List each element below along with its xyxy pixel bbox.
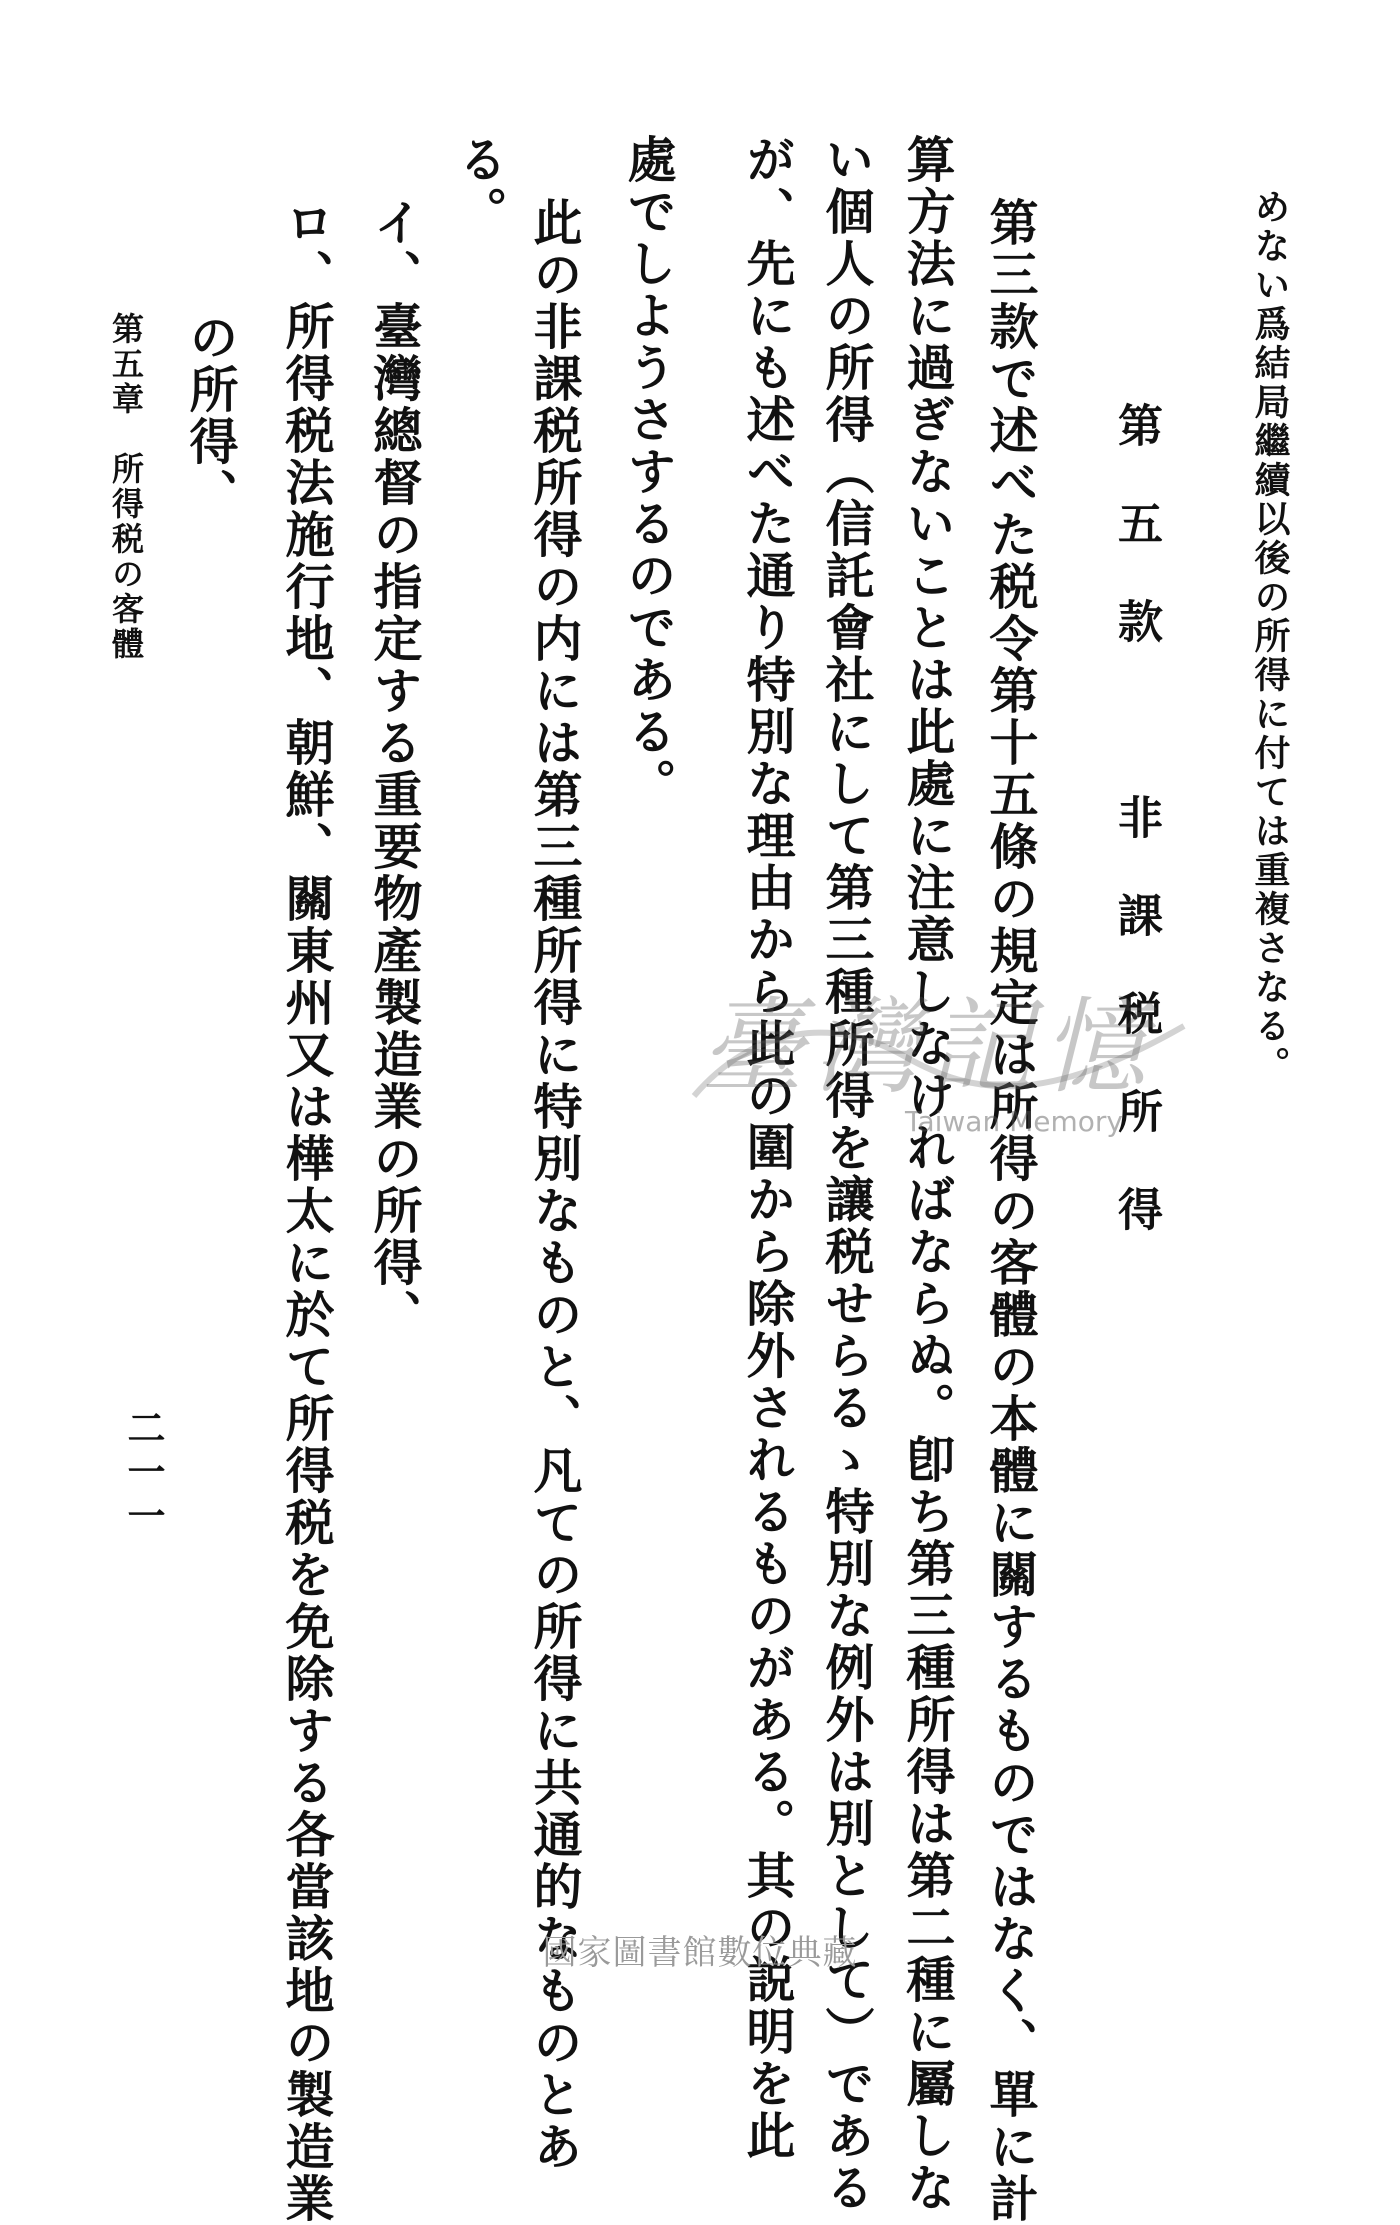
paragraph-line-6: 此の非課税所得の内には第三種所得に特別なものと、凡ての所得に共通的なものとあ <box>526 197 584 2173</box>
library-watermark: 國家圖書館數位典藏 <box>542 1933 858 1973</box>
list-item-ro: ロ、所得税法施行地、朝鮮、關東州又は樺太に於て所得税を免除する各當該地の製造業 <box>278 197 336 2225</box>
paragraph-line-2: 算方法に過ぎないことは此處に注意しなければならぬ。卽ち第三種所得は第二種に屬しな <box>899 134 957 2214</box>
paragraph-line-4: が、先にも述べた通り特別な理由から此の圍から除外されるものがある。其の説明を此 <box>739 134 797 2162</box>
running-footer-chapter: 第五章 所得税の客體 <box>107 312 145 662</box>
section-heading: 第五款 非課税所得 <box>1110 402 1163 1284</box>
continuation-line: めない爲結局繼續以後の所得に付ては重複さなる。 <box>1249 188 1291 1085</box>
page-number: 二一一 <box>121 1408 166 1540</box>
watermark-chinese: 臺灣記憶 <box>700 986 1157 1108</box>
list-item-i: イ、臺灣總督の指定する重要物產製造業の所得、 <box>366 197 424 1341</box>
paragraph-line-5: 處でしようさするのである。 <box>620 134 678 810</box>
paragraph-line-1: 第三款で述べた税令第十五條の規定は所得の客體の本體に關するものではなく、單に計 <box>982 197 1040 2225</box>
paragraph-line-3: い個人の所得（信託會社にして第三種所得を讓税せらるゝ特別な例外は別として）である <box>818 134 876 2214</box>
watermark-english: Taiwan Memory <box>905 1105 1123 1138</box>
list-item-ro-continued: の所得、 <box>182 312 240 520</box>
paragraph-line-7: る。 <box>451 134 509 238</box>
